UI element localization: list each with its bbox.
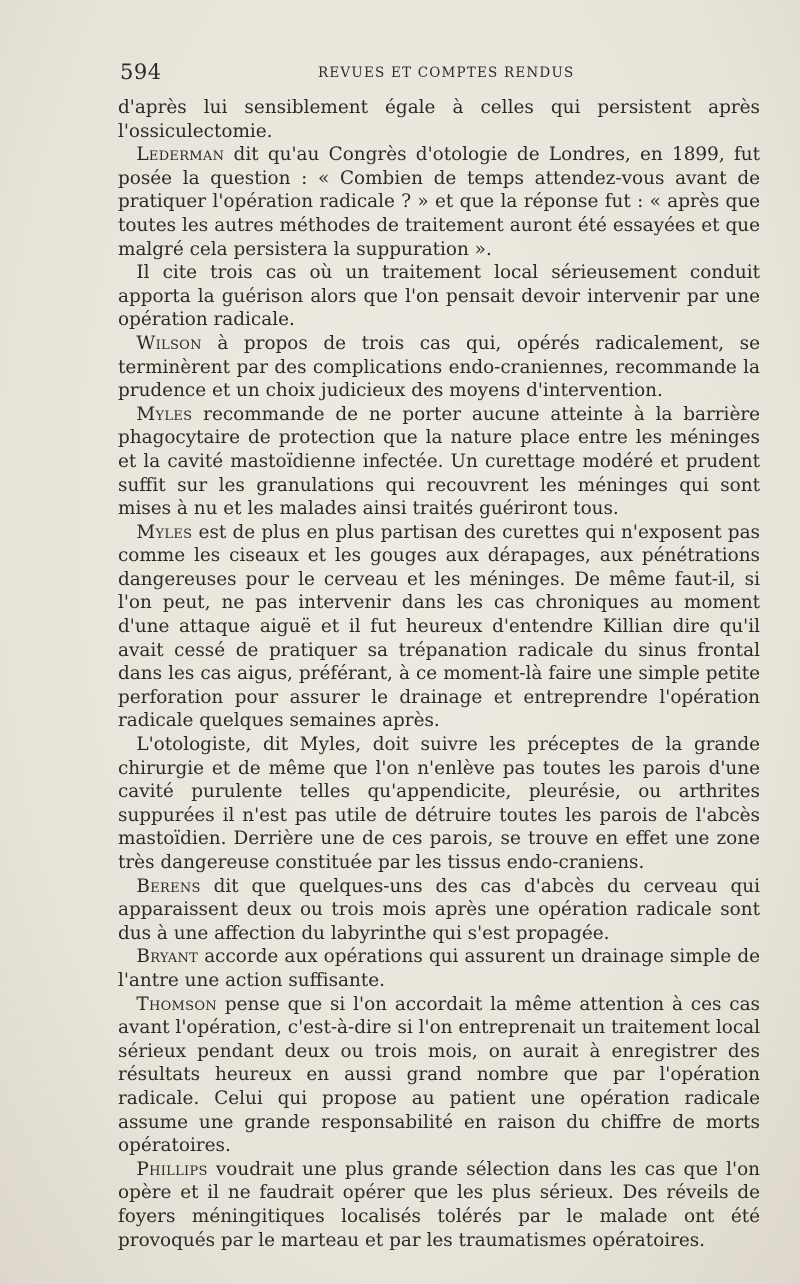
author-name: Berens (136, 875, 201, 897)
paragraph-6 (118, 521, 760, 733)
paragraph-text: L'otologiste, dit Myles, doit suivre les préceptes de la grande chirurgie et de même que l'on n'enlève pas toutes les parois d'une cavité purulente telles qu'appendicite, pleurésie, ou arthrites suppurées il n'est pas utile de détruire toutes les parois de l'abcès mastoïdien. Derrière une de ces parois, se trouve en effet une zone très dangereuse constituée par les tissus endo-craniens. (118, 734, 760, 873)
page-number: 594 (120, 60, 162, 84)
page-header (118, 60, 760, 90)
paragraph-text: à propos de trois cas qui, opérés radicalement, se terminèrent par des complications endo-craniennes, recommande la prudence et un choix judicieux des moyens d'intervention. (118, 332, 760, 402)
author-name: Bryant (136, 946, 199, 968)
paragraph-text: Il cite trois cas où un traitement local sérieusement conduit apporta la guérison alors que l'on pensait devoir intervenir par une opération radicale. (118, 262, 760, 331)
paragraph-text: est de plus en plus partisan des curettes qui n'exposent pas comme les ciseaux et les gouges aux dérapages, aux pénétrations dangereuses pour le cerveau et les méninges. De même faut-il, si l'on peut, ne pas intervenir dans les cas chroniques au moment d'une attaque aiguë et il fut heureux d'entendre Killian dire qu'il avait cessé de pratiquer sa trépanation radicale du sinus frontal dans les cas aigus, préférant, à ce moment-là faire une simple petite perforation pour assurer le drainage et entreprendre l'opération radicale quelques semaines après. (118, 521, 760, 732)
paragraph-3 (118, 261, 760, 332)
paragraph-11 (118, 1158, 760, 1252)
paragraph-text: voudrait une plus grande sélection dans les cas que l'on opère et il ne faudrait opérer que les plus sérieux. Des réveils de foyers méningitiques localisés tolérés par le malade ont été provoqués par le marteau et par les traumatismes opératoires. (118, 1158, 760, 1251)
author-name: Phillips (136, 1158, 208, 1180)
author-name: Thomson (136, 993, 218, 1015)
paragraph-2 (118, 143, 760, 261)
paragraph-text: accorde aux opérations qui assurent un drainage simple de l'antre une action suffisante. (118, 946, 760, 991)
paragraph-9 (118, 945, 760, 992)
running-head: REVUES ET COMPTES RENDUS (318, 65, 575, 81)
author-name: Lederman (136, 144, 225, 166)
paragraph-4 (118, 332, 760, 403)
paragraph-5 (118, 403, 760, 521)
paragraph-text: dit qu'au Congrès d'otologie de Londres, en 1899, fut posée la question : « Combien de temps attendez-vous avant de pratiquer l'opération radicale ? » et que la réponse fut : « après que toutes les autres méthodes de traitement auront été essayées et que malgré cela persistera la suppuration ». (118, 144, 760, 260)
paragraph-text: recommande de ne porter aucune atteinte à la barrière phagocytaire de protection que la nature place entre les méninges et la cavité mastoïdienne infectée. Un curettage modéré et prudent suffit sur les granulations qui recouvrent les méninges qui sont mises à nu et les malades ainsi traités guériront tous. (118, 403, 760, 520)
author-name: Myles (136, 521, 193, 543)
paragraph-text: dit que quelques-uns des cas d'abcès du cerveau qui apparaissent deux ou trois mois après une opération radicale sont dus à une affection du labyrinthe qui s'est propagée. (118, 875, 760, 944)
body-text (118, 96, 760, 1252)
paragraph-text: pense que si l'on accordait la même attention à ces cas avant l'opération, c'est-à-dire si l'on entreprenait un traitement local sérieux pendant deux ou trois mois, on aurait à enregistrer des résultats heureux en aussi grand nombre que par l'opération radicale. Celui qui propose au patient une opération radicale assume une grande responsabilité en raison du chiffre de morts opératoires. (118, 993, 760, 1157)
paragraph-7 (118, 733, 760, 875)
paragraph-text: d'après lui sensiblement égale à celles qui persistent après l'ossiculectomie. (118, 97, 760, 142)
paragraph-10 (118, 993, 760, 1158)
author-name: Myles (136, 403, 193, 425)
paragraph-1 (118, 96, 760, 143)
paragraph-8 (118, 875, 760, 946)
author-name: Wilson (136, 332, 202, 354)
